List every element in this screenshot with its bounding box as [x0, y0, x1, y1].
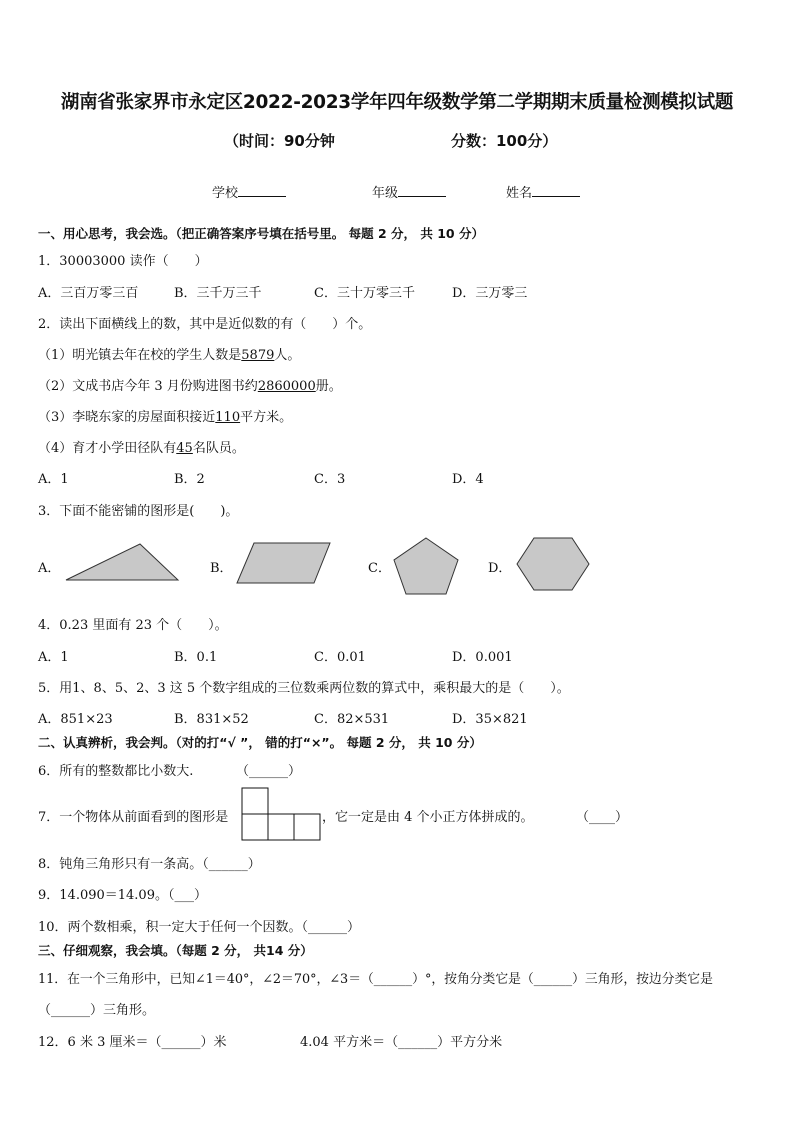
q2-item-2	[38, 375, 342, 394]
page-title: 湖南省张家界市永定区2022-2023学年四年级数学第二学期期末质量检测模拟试题	[60, 92, 734, 113]
q2-item-4-number: 45	[176, 441, 193, 456]
q2-option-c[interactable]: C．3	[314, 472, 346, 487]
q11-line-1[interactable]: 11．在一个三角形中，已知∠1＝40°，∠2＝70°，∠3＝（______）°，按角分类它是（______）三角形，按边分类它是	[38, 972, 713, 987]
q2-option-d[interactable]: D．4	[452, 472, 484, 487]
section-1-heading: 一、用心思考，我会选。（把正确答案序号填在括号里。 每题 2 分， 共 10 分）	[38, 226, 484, 241]
q5-option-c[interactable]: C．82×531	[314, 712, 390, 727]
q2-item-3-text: （3）李晓东家的房屋面积接近	[38, 410, 216, 425]
q2-item-2-text: （2）文成书店今年 3 月份购进图书约	[38, 379, 258, 394]
hexagon-shape	[514, 535, 592, 593]
q1-option-d[interactable]: D．三万零三	[452, 286, 528, 301]
q1-stem: 1．30003000 读作（ ）	[38, 254, 208, 269]
q10-text[interactable]: 10．两个数相乘，积一定大于任何一个因数。（______）	[38, 920, 361, 935]
name-field[interactable]	[506, 182, 580, 201]
grade-field[interactable]	[372, 182, 446, 201]
q2-option-a[interactable]: A．1	[38, 472, 69, 487]
triangle-shape	[62, 540, 182, 586]
q2-stem: 2．读出下面横线上的数，其中是近似数的有（ ）个。	[38, 317, 372, 332]
q8-text[interactable]: 8．钝角三角形只有一条高。（______）	[38, 857, 261, 872]
section-3-heading: 三、仔细观察，我会填。（每题 2 分， 共14 分）	[38, 943, 313, 958]
school-field[interactable]	[212, 182, 286, 201]
q3-option-d-label[interactable]: D．	[488, 561, 512, 576]
q5-option-d[interactable]: D．35×821	[452, 712, 528, 727]
grade-label: 年级	[372, 186, 399, 201]
q1-option-a[interactable]: A．三百万零三百	[38, 286, 139, 301]
q2-option-b[interactable]: B．2	[174, 472, 205, 487]
q7-answer-blank[interactable]: （____）	[576, 810, 629, 825]
q5-stem: 5．用1、8、5、2、3 这 5 个数字组成的三位数乘两位数的算式中，乘积最大的是（ ）。	[38, 681, 570, 696]
q3-option-b-label[interactable]: B．	[210, 561, 233, 576]
q2-item-3	[38, 406, 292, 425]
section-2-heading: 二、认真辨析，我会判。（对的打“√ ”， 错的打“×”。 每题 2 分， 共 10 分）	[38, 735, 482, 750]
q4-option-b[interactable]: B．0.1	[174, 650, 218, 665]
q4-stem: 4．0.23 里面有 23 个（ ）。	[38, 618, 228, 633]
school-label: 学校	[212, 186, 239, 201]
grade-blank[interactable]	[398, 182, 446, 197]
name-label: 姓名	[506, 186, 533, 201]
q9-text[interactable]: 9．14.090＝14.09。（___）	[38, 888, 207, 903]
q4-option-c[interactable]: C．0.01	[314, 650, 366, 665]
q2-item-2-unit: 册。	[315, 379, 342, 394]
q11-line-2[interactable]: （______）三角形。	[38, 1003, 156, 1018]
q2-item-3-number: 110	[215, 410, 241, 425]
q3-option-a-label[interactable]: A．	[38, 561, 61, 576]
q12-part-a[interactable]: 12．6 米 3 厘米＝（______）米	[38, 1035, 227, 1050]
q2-item-1-unit: 人。	[274, 348, 301, 363]
school-blank[interactable]	[238, 182, 286, 197]
front-view-figure	[240, 786, 322, 842]
q2-item-1	[38, 344, 300, 363]
q7-text-b: ，它一定是由 4 个小正方体拼成的。	[322, 810, 534, 825]
q2-item-4-text: （4）育才小学田径队有	[38, 441, 177, 456]
q2-item-1-number: 5879	[241, 348, 275, 363]
q2-item-4-unit: 名队员。	[192, 441, 245, 456]
q12-part-b[interactable]: 4.04 平方米＝（______）平方分米	[300, 1035, 503, 1050]
q5-option-a[interactable]: A．851×23	[38, 712, 113, 727]
q3-option-c-label[interactable]: C．	[368, 561, 391, 576]
q2-item-3-unit: 平方米。	[240, 410, 293, 425]
exam-score: 分数：100分）	[451, 132, 558, 150]
q6-answer-blank[interactable]: （______）	[236, 764, 302, 779]
q5-option-b[interactable]: B．831×52	[174, 712, 249, 727]
q2-item-4	[38, 437, 245, 456]
q4-option-d[interactable]: D．0.001	[452, 650, 513, 665]
q7-text-a: 7．一个物体从前面看到的图形是	[38, 810, 229, 825]
parallelogram-shape	[234, 540, 334, 586]
q4-option-a[interactable]: A．1	[38, 650, 69, 665]
q1-option-b[interactable]: B．三千万三千	[174, 286, 262, 301]
name-blank[interactable]	[532, 182, 580, 197]
q6-text: 6．所有的整数都比小数大.	[38, 764, 194, 779]
pentagon-shape	[390, 535, 462, 597]
q2-item-1-text: （1）明光镇去年在校的学生人数是	[38, 348, 242, 363]
exam-time: （时间：90分钟	[224, 132, 335, 150]
q3-stem: 3．下面不能密铺的图形是( )。	[38, 504, 239, 519]
q1-option-c[interactable]: C．三十万零三千	[314, 286, 415, 301]
q2-item-2-number: 2860000	[257, 379, 316, 394]
